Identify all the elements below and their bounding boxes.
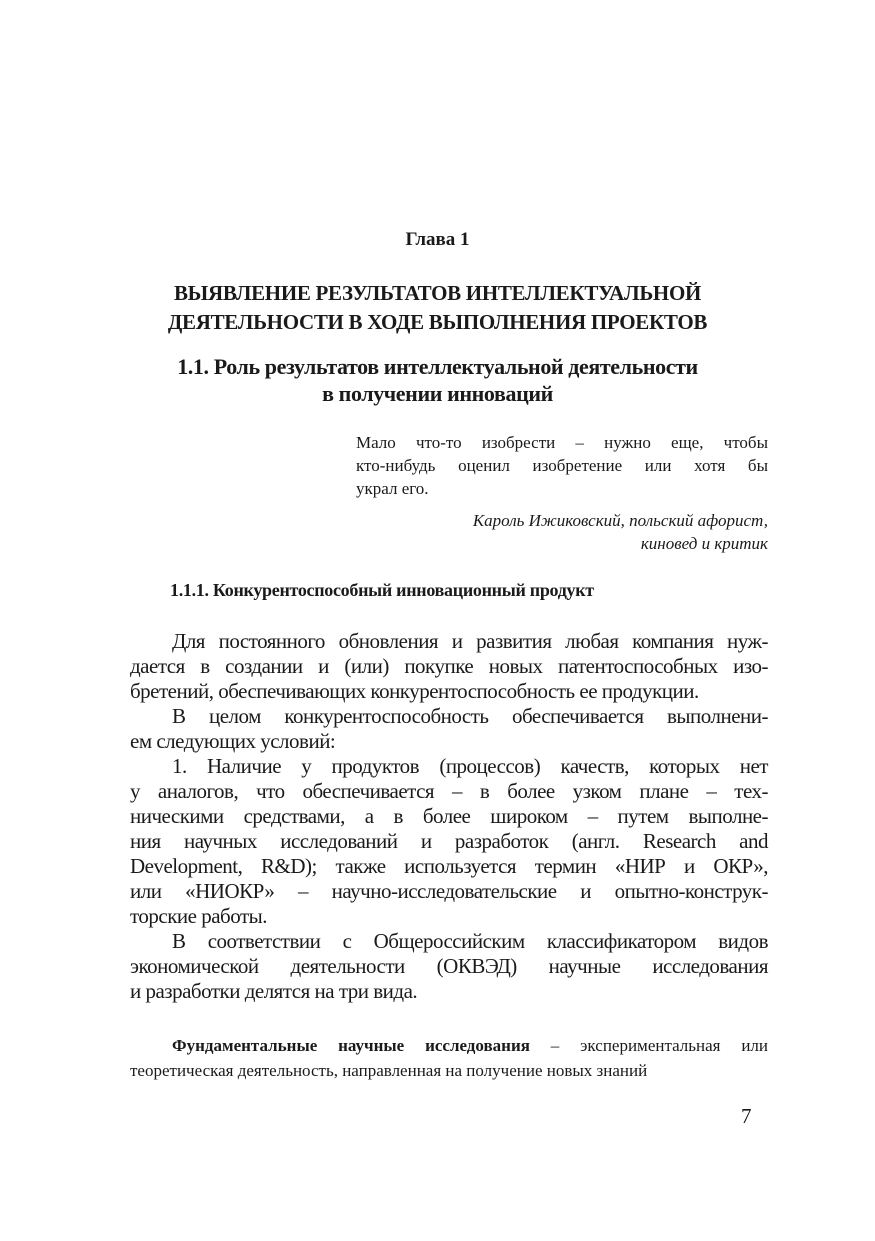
attribution-line: Кароль Ижиковский, польский афорист, bbox=[472, 511, 768, 530]
definition-text-line: теоретическая деятельность, направленная на получение новых знаний bbox=[130, 1061, 648, 1080]
epigraph-attribution bbox=[473, 509, 768, 555]
definition-term: Фундаментальные научные исследования bbox=[172, 1036, 530, 1055]
attribution-line: киновед и критик bbox=[640, 534, 768, 553]
definition-text: – экспериментальная или bbox=[529, 1036, 769, 1055]
body-line: ническими средствами, а в более широком – путем выполне- bbox=[130, 804, 768, 828]
subsection-title: 1.1.1. Конкурентоспособный инновационный продукт bbox=[170, 580, 594, 600]
body-text bbox=[130, 629, 768, 1004]
epigraph-line: кто-нибудь оценил изобретение или хотя бы bbox=[356, 456, 768, 475]
section-title bbox=[0, 353, 875, 407]
body-line: экономической деятельности (ОКВЭД) научные исследования bbox=[130, 954, 768, 978]
body-line: у аналогов, что обеспечивается – в более узком плане – тех- bbox=[130, 779, 768, 803]
body-line: бретений, обеспечивающих конкурентоспособность ее продукции. bbox=[130, 679, 699, 703]
body-line: 1. Наличие у продуктов (процессов) качеств, которых нет bbox=[172, 754, 768, 778]
page-number: 7 bbox=[741, 1104, 752, 1128]
body-line: В соответствии с Общероссийским классификатором видов bbox=[172, 929, 768, 953]
epigraph bbox=[356, 431, 768, 500]
body-line: или «НИОКР» – научно-исследовательские и опытно-конструк- bbox=[130, 879, 768, 903]
body-line: ем следующих условий: bbox=[130, 729, 336, 753]
chapter-title-line: ДЕЯТЕЛЬНОСТИ В ХОДЕ ВЫПОЛНЕНИЯ ПРОЕКТОВ bbox=[167, 310, 708, 334]
chapter-title-line: ВЫЯВЛЕНИЕ РЕЗУЛЬТАТОВ ИНТЕЛЛЕКТУАЛЬНОЙ bbox=[173, 281, 702, 305]
body-line: Для постоянного обновления и развития любая компания нуж- bbox=[172, 629, 768, 653]
body-line: ния научных исследований и разработок (англ. Research and bbox=[130, 829, 768, 853]
chapter-title bbox=[0, 279, 875, 337]
epigraph-line: Мало что-то изобрести – нужно еще, чтобы bbox=[356, 433, 768, 452]
epigraph-line: украл его. bbox=[356, 479, 429, 498]
body-line: и разработки делятся на три вида. bbox=[130, 979, 418, 1003]
chapter-label: Глава 1 bbox=[405, 229, 470, 250]
body-line: дается в создании и (или) покупке новых патентоспособных изо- bbox=[130, 654, 768, 678]
definition-paragraph bbox=[130, 1033, 768, 1083]
body-line: Development, R&D); также используется термин «НИР и ОКР», bbox=[130, 854, 768, 878]
section-title-line: в получении инноваций bbox=[322, 381, 553, 406]
section-title-line: 1.1. Роль результатов интеллектуальной деятельности bbox=[177, 354, 698, 379]
body-line: В целом конкурентоспособность обеспечивается выполнени- bbox=[172, 704, 768, 728]
body-line: торские работы. bbox=[130, 904, 267, 928]
